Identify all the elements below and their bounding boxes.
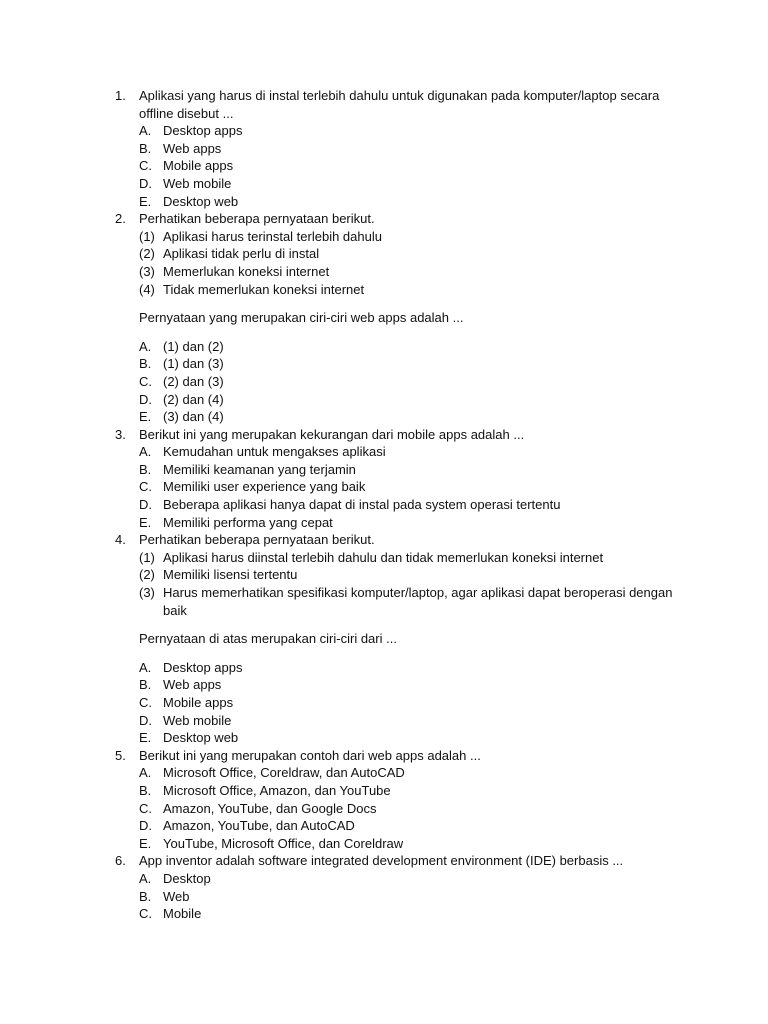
option-label: A. <box>139 338 152 354</box>
question-number: 6. <box>115 853 126 869</box>
question-prompt <box>0 630 768 648</box>
answer-option <box>0 782 768 800</box>
option-label: B. <box>139 782 152 798</box>
statement-item <box>0 602 768 620</box>
statement-text: Aplikasi harus diinstal terlebih dahulu dan tidak memerlukan koneksi internet <box>163 549 604 565</box>
option-text: Mobile apps <box>163 158 234 174</box>
option-text: Desktop web <box>163 730 239 746</box>
option-text: Microsoft Office, Coreldraw, dan AutoCAD <box>163 765 405 781</box>
option-label: C. <box>139 695 152 710</box>
option-text: Amazon, YouTube, dan AutoCAD <box>163 818 355 834</box>
question-5 <box>0 747 768 853</box>
option-text: Memiliki performa yang cepat <box>163 514 333 530</box>
statement-text: Aplikasi tidak perlu di instal <box>163 246 320 262</box>
answer-option <box>0 835 768 853</box>
option-text: Web apps <box>163 677 222 693</box>
spacer <box>0 648 768 659</box>
answer-option <box>0 157 768 175</box>
answer-option <box>0 338 768 356</box>
statement-item <box>0 566 768 584</box>
statement-item <box>0 263 768 281</box>
statement-label: (4) <box>139 281 155 297</box>
question-text: offline disebut ... <box>139 105 234 121</box>
question-prompt <box>0 309 768 327</box>
option-text: Desktop web <box>163 193 239 209</box>
option-label: D. <box>139 175 152 191</box>
question-line <box>0 210 768 228</box>
answer-option <box>0 800 768 818</box>
answer-option <box>0 694 768 712</box>
question-text: Perhatikan beberapa pernyataan berikut. <box>139 211 375 227</box>
option-text: (1) dan (2) <box>163 338 224 354</box>
question-line <box>0 87 768 105</box>
question-text: Berikut ini yang merupakan kekurangan dari mobile apps adalah ... <box>139 426 525 442</box>
option-text: Web <box>163 888 190 904</box>
option-label: C. <box>139 373 152 389</box>
question-number: 5. <box>115 747 126 763</box>
option-label: C. <box>139 906 152 922</box>
question-line <box>0 747 768 765</box>
answer-option <box>0 870 768 888</box>
statement-label: (2) <box>139 246 155 262</box>
option-text: Amazon, YouTube, dan Google Docs <box>163 800 377 816</box>
statement-text: Harus memerhatikan spesifikasi komputer/laptop, agar aplikasi dapat beroperasi dengan <box>163 585 673 601</box>
answer-option <box>0 175 768 193</box>
answer-option <box>0 659 768 677</box>
question-text: Aplikasi yang harus di instal terlebih dahulu untuk digunakan pada komputer/laptop secara <box>139 88 660 103</box>
option-text: Memiliki user experience yang baik <box>163 479 366 495</box>
statement-text: Memiliki lisensi tertentu <box>163 567 298 583</box>
option-text: Mobile <box>163 906 202 922</box>
answer-option <box>0 355 768 373</box>
answer-option <box>0 514 768 532</box>
answer-option <box>0 408 768 426</box>
option-label: C. <box>139 158 152 174</box>
answer-option <box>0 817 768 835</box>
answer-option <box>0 764 768 782</box>
question-2 <box>0 210 768 426</box>
statement-text: Memerlukan koneksi internet <box>163 263 330 279</box>
question-number: 1. <box>115 88 126 103</box>
statement-label: (1) <box>139 228 155 244</box>
option-label: A. <box>139 444 152 460</box>
question-line <box>0 426 768 444</box>
statement-label: (2) <box>139 567 155 583</box>
answer-option <box>0 140 768 158</box>
answer-option <box>0 193 768 211</box>
statement-text: Tidak memerlukan koneksi internet <box>163 281 365 297</box>
question-text: App inventor adalah software integrated development environment (IDE) berbasis ... <box>139 853 624 869</box>
option-label: A. <box>139 659 152 675</box>
option-text: Web apps <box>163 140 222 156</box>
option-label: B. <box>139 140 152 156</box>
statement-item <box>0 228 768 246</box>
statement-item <box>0 281 768 299</box>
question-1 <box>0 87 768 210</box>
document-page <box>0 87 768 923</box>
option-label: A. <box>139 765 152 781</box>
option-text: Kemudahan untuk mengakses aplikasi <box>163 444 386 460</box>
option-label: A. <box>139 123 152 139</box>
statement-text: baik <box>163 602 187 618</box>
spacer <box>0 298 768 309</box>
question-line <box>0 852 768 870</box>
option-text: (2) dan (4) <box>163 391 224 407</box>
answer-option <box>0 496 768 514</box>
option-label: E. <box>139 409 152 425</box>
question-text: Berikut ini yang merupakan contoh dari web apps adalah ... <box>139 747 481 763</box>
question-number: 4. <box>115 532 126 548</box>
option-label: C. <box>139 479 152 495</box>
option-text: (3) dan (4) <box>163 409 224 425</box>
option-text: Memiliki keamanan yang terjamin <box>163 461 356 477</box>
option-label: B. <box>139 677 152 693</box>
option-text: Desktop apps <box>163 123 243 139</box>
spacer <box>0 327 768 338</box>
option-label: E. <box>139 835 152 851</box>
answer-option <box>0 373 768 391</box>
question-4 <box>0 531 768 747</box>
question-3 <box>0 426 768 532</box>
option-text: Web mobile <box>163 175 232 191</box>
question-text: Perhatikan beberapa pernyataan berikut. <box>139 532 375 548</box>
answer-option <box>0 478 768 496</box>
statement-item <box>0 245 768 263</box>
answer-option <box>0 712 768 730</box>
answer-option <box>0 905 768 923</box>
answer-option <box>0 122 768 140</box>
option-label: E. <box>139 514 152 530</box>
option-text: Mobile apps <box>163 695 234 710</box>
statement-label: (1) <box>139 549 155 565</box>
option-label: C. <box>139 800 152 816</box>
question-number: 3. <box>115 426 126 442</box>
option-text: Desktop <box>163 870 211 886</box>
option-label: D. <box>139 497 152 513</box>
answer-option <box>0 729 768 747</box>
statement-label: (3) <box>139 263 155 279</box>
statement-item <box>0 549 768 567</box>
statement-label: (3) <box>139 585 155 601</box>
option-text: (1) dan (3) <box>163 356 224 372</box>
option-label: D. <box>139 712 152 728</box>
option-text: Microsoft Office, Amazon, dan YouTube <box>163 782 391 798</box>
answer-option <box>0 676 768 694</box>
statement-text: Aplikasi harus terinstal terlebih dahulu <box>163 228 382 244</box>
answer-option <box>0 461 768 479</box>
option-text: (2) dan (3) <box>163 373 224 389</box>
prompt-text: Pernyataan yang merupakan ciri-ciri web apps adalah ... <box>139 310 464 326</box>
option-label: A. <box>139 870 152 886</box>
option-label: B. <box>139 888 152 904</box>
question-6 <box>0 852 768 922</box>
question-line <box>0 531 768 549</box>
option-text: Desktop apps <box>163 659 243 675</box>
option-text: YouTube, Microsoft Office, dan Coreldraw <box>163 835 404 851</box>
option-label: E. <box>139 193 152 209</box>
question-line <box>0 105 768 123</box>
answer-option <box>0 443 768 461</box>
option-label: B. <box>139 356 152 372</box>
answer-option <box>0 888 768 906</box>
option-label: D. <box>139 818 152 834</box>
prompt-text: Pernyataan di atas merupakan ciri-ciri dari ... <box>139 631 397 647</box>
option-label: E. <box>139 730 152 746</box>
option-text: Web mobile <box>163 712 232 728</box>
spacer <box>0 619 768 630</box>
option-label: D. <box>139 391 152 407</box>
statement-item <box>0 584 768 602</box>
option-text: Beberapa aplikasi hanya dapat di instal pada system operasi tertentu <box>163 497 561 513</box>
option-label: B. <box>139 461 152 477</box>
question-number: 2. <box>115 211 126 227</box>
answer-option <box>0 391 768 409</box>
